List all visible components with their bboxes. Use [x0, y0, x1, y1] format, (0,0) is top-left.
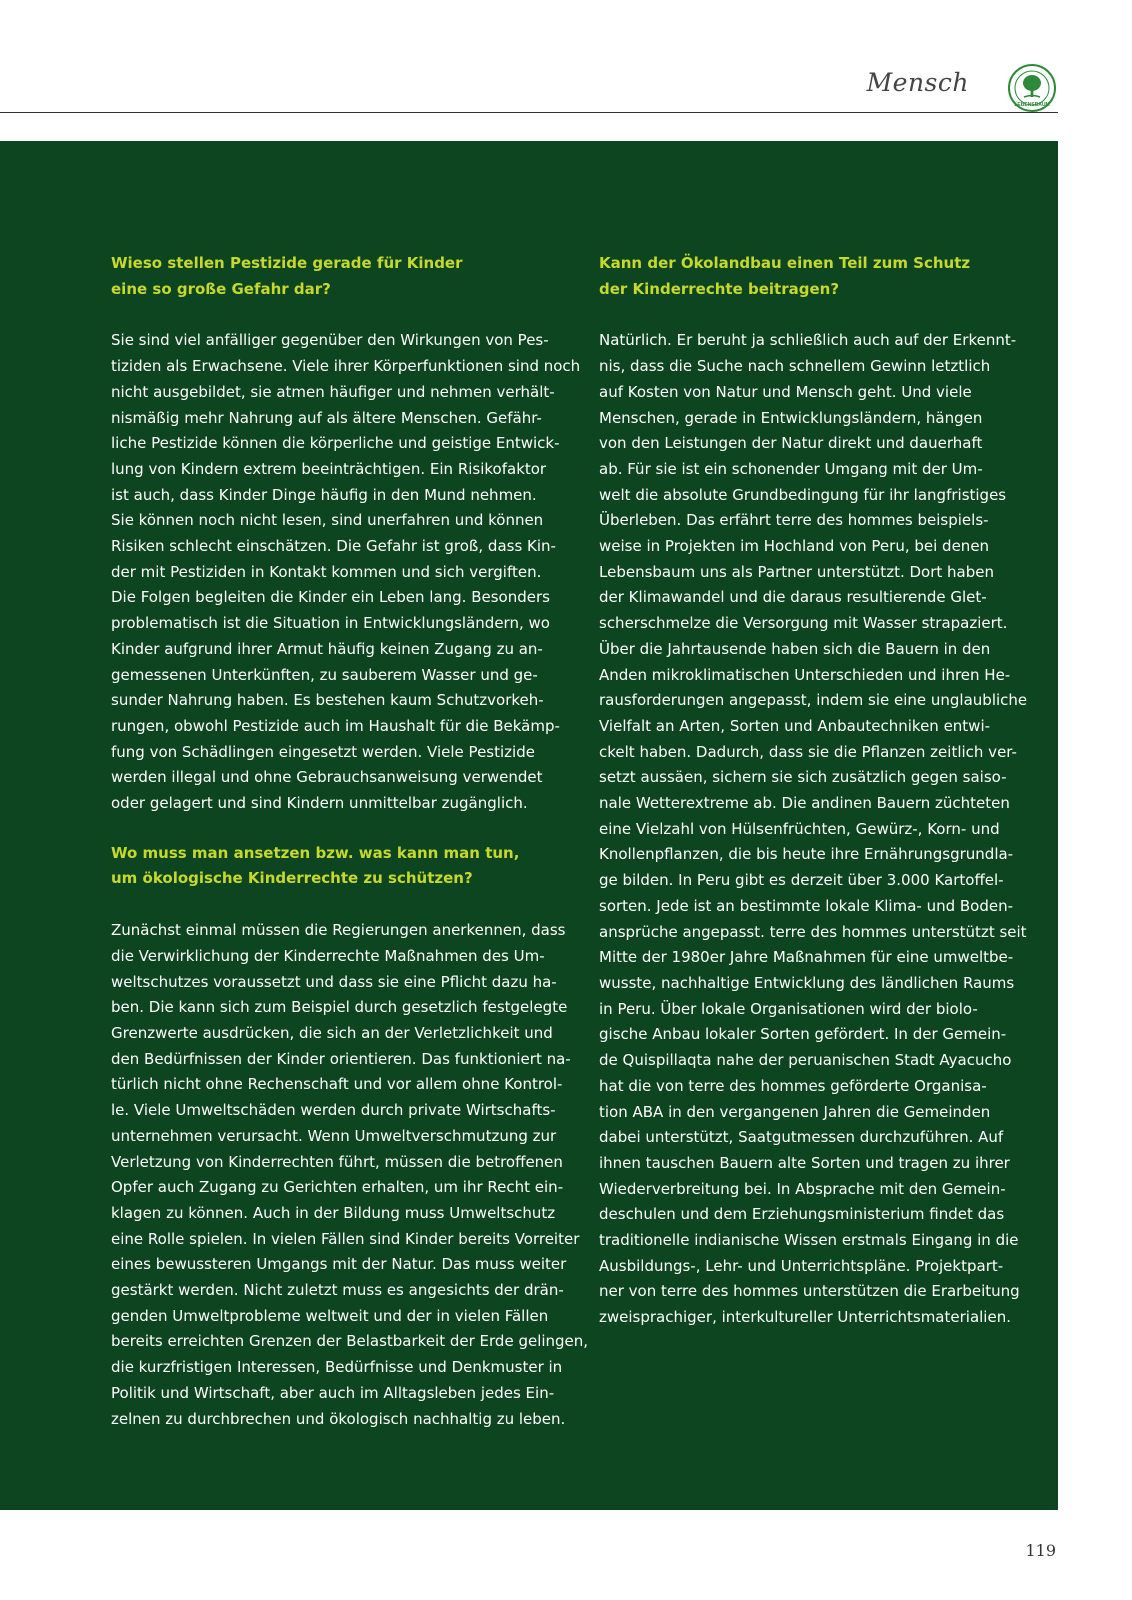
text-line: sorten. Jede ist an bestimmte lokale Klima- und Boden- — [599, 896, 1014, 915]
text-line: der mit Pestiziden in Kontakt kommen und sich vergiften. — [111, 562, 542, 581]
logo-text: LEBENSBAUM — [1014, 102, 1050, 108]
text-line: lung von Kindern extrem beeinträchtigen. Ein Risikofaktor — [111, 459, 547, 478]
header-divider — [0, 112, 1058, 113]
text-line: Natürlich. Er beruht ja schließlich auch auf der Erkennt- — [599, 331, 1017, 350]
tree-logo-icon — [1008, 64, 1056, 112]
text-line: klagen zu können. Auch in der Bildung muss Umweltschutz — [111, 1203, 556, 1222]
text-line: welt die absolute Grundbedingung für ihr langfristiges — [599, 485, 1007, 504]
text-line: nicht ausgebildet, sie atmen häufiger und nehmen verhält- — [111, 382, 555, 401]
text-line: Opfer auch Zugang zu Gerichten erhalten, um ihr Recht ein- — [111, 1178, 564, 1197]
text-line: nale Wetterextreme ab. Die andinen Bauern züchteten — [599, 794, 1010, 813]
answer-paragraph-1 — [111, 328, 581, 816]
text-line: türlich nicht ohne Rechenschaft und vor allem ohne Kontrol- — [111, 1075, 563, 1094]
question-heading-2 — [111, 841, 569, 892]
text-line: Mitte der 1980er Jahre Maßnahmen für eine umweltbe- — [599, 948, 1014, 967]
text-line: le. Viele Umweltschäden werden durch private Wirtschafts- — [111, 1101, 556, 1120]
text-line: Sie können noch nicht lesen, sind unerfahren und können — [111, 511, 544, 530]
text-line: Über die Jahrtausende haben sich die Bauern in den — [599, 639, 991, 658]
text-line: tiziden als Erwachsene. Viele ihrer Körperfunktionen sind noch — [111, 357, 581, 376]
text-line: in Peru. Über lokale Organisationen wird der biolo- — [599, 999, 978, 1018]
text-line: tion ABA in den vergangenen Jahren die Gemeinden — [599, 1102, 991, 1121]
answer-paragraph-3 — [599, 328, 1028, 1330]
question-heading-1 — [111, 251, 569, 302]
text-line: gestärkt werden. Nicht zuletzt muss es angesichts der drän- — [111, 1281, 564, 1300]
text-line: nismäßig mehr Nahrung auf als ältere Menschen. Gefähr- — [111, 408, 542, 427]
text-line: eine Vielzahl von Hülsenfrüchten, Gewürz-, Korn- und — [599, 819, 1000, 838]
text-line: ben. Die kann sich zum Beispiel durch gesetzlich festgelegte — [111, 998, 568, 1017]
text-line: den Bedürfnissen der Kinder orientieren. Das funktioniert na- — [111, 1049, 571, 1068]
text-line: gische Anbau lokaler Sorten gefördert. In der Gemein- — [599, 1025, 1007, 1044]
text-line: hat die von terre des hommes geförderte Organisa- — [599, 1076, 987, 1095]
left-column — [111, 251, 589, 1432]
text-line: Kinder aufgrund ihrer Armut häufig keinen Zugang zu an- — [111, 639, 543, 658]
text-line: der Kinderrechte beitragen? — [599, 279, 840, 298]
text-line: Vielfalt an Arten, Sorten und Anbautechniken entwi- — [599, 716, 991, 735]
text-line: der Klimawandel und die daraus resultierende Glet- — [599, 588, 987, 607]
text-line: nis, dass die Suche nach schnellem Gewinn letztlich — [599, 357, 991, 376]
text-line: eines bewussteren Umgangs mit der Natur. Das muss weiter — [111, 1255, 567, 1274]
text-line: ihnen tauschen Bauern alte Sorten und tragen zu ihrer — [599, 1153, 1010, 1172]
text-line: gemessenen Unterkünften, zu sauberem Wasser und ge- — [111, 665, 538, 684]
text-line: auf Kosten von Natur und Mensch geht. Und viele — [599, 382, 972, 401]
text-line: Wo muss man ansetzen bzw. was kann man tun, — [111, 843, 520, 862]
text-line: dabei unterstützt, Saatgutmessen durchzuführen. Auf — [599, 1128, 1004, 1147]
text-line: oder gelagert und sind Kindern unmittelbar zugänglich. — [111, 794, 528, 813]
right-column — [599, 251, 1028, 1331]
text-line: ansprüche angepasst. terre des hommes unterstützt seit — [599, 922, 1027, 941]
text-line: setzt aussäen, sichern sie sich zusätzlich gegen saiso- — [599, 768, 1007, 787]
text-line: die Verwirklichung der Kinderrechte Maßnahmen des Um- — [111, 946, 545, 965]
text-line: Anden mikroklimatischen Unterschieden und ihren He- — [599, 665, 1011, 684]
text-line: rausforderungen angepasst, indem sie eine unglaubliche — [599, 691, 1028, 710]
text-line: Überleben. Das erfährt terre des hommes beispiels- — [599, 511, 989, 530]
text-line: ge bilden. In Peru gibt es derzeit über 3.000 Kartoffel- — [599, 871, 1004, 890]
text-line: ner von terre des hommes unterstützen die Erarbeitung — [599, 1282, 1020, 1301]
text-line: Sie sind viel anfälliger gegenüber den Wirkungen von Pes- — [111, 331, 549, 350]
text-line: ckelt haben. Dadurch, dass sie die Pflanzen zeitlich ver- — [599, 742, 1017, 761]
text-line: eine Rolle spielen. In vielen Fällen sind Kinder bereits Vorreiter — [111, 1229, 580, 1248]
text-line: ist auch, dass Kinder Dinge häufig in den Mund nehmen. — [111, 485, 537, 504]
text-line: traditionelle indianische Wissen erstmals Eingang in die — [599, 1231, 1019, 1250]
page-number: 119 — [1025, 1541, 1056, 1560]
text-line: Wieso stellen Pestizide gerade für Kinder — [111, 254, 463, 272]
text-line: zweisprachiger, interkultureller Unterrichtsmaterialien. — [599, 1308, 1011, 1327]
text-line: wusste, nachhaltige Entwicklung des ländlichen Raums — [599, 973, 1015, 992]
text-line: scherschmelze die Versorgung mit Wasser strapaziert. — [599, 614, 1008, 633]
text-line: Wiederverbreitung bei. In Absprache mit den Gemein- — [599, 1179, 1006, 1198]
text-line: fung von Schädlingen eingesetzt werden. Viele Pestizide — [111, 742, 535, 761]
text-line: eine so große Gefahr dar? — [111, 279, 331, 298]
text-line: genden Umweltprobleme weltweit und der in vielen Fällen — [111, 1306, 549, 1325]
text-line: um ökologische Kinderrechte zu schützen? — [111, 869, 473, 888]
text-line: weltschutzes voraussetzt und dass sie eine Pflicht dazu ha- — [111, 972, 557, 991]
text-line: von den Leistungen der Natur direkt und dauerhaft — [599, 434, 983, 453]
text-line: werden illegal und ohne Gebrauchsanweisung verwendet — [111, 768, 543, 787]
text-line: Die Folgen begleiten die Kinder ein Leben lang. Besonders — [111, 588, 550, 607]
text-line: Zunächst einmal müssen die Regierungen anerkennen, dass — [111, 921, 566, 940]
text-line: die kurzfristigen Interessen, Bedürfnisse und Denkmuster in — [111, 1358, 563, 1377]
text-line: Lebensbaum uns als Partner unterstützt. Dort haben — [599, 562, 994, 581]
text-line: bereits erreichten Grenzen der Belastbarkeit der Erde gelingen, — [111, 1332, 589, 1351]
text-line: zelnen zu durchbrechen und ökologisch nachhaltig zu leben. — [111, 1409, 566, 1428]
text-line: weise in Projekten im Hochland von Peru, bei denen — [599, 537, 990, 556]
answer-paragraph-2 — [111, 918, 589, 1432]
text-line: unternehmen verursacht. Wenn Umweltverschmutzung zur — [111, 1126, 557, 1145]
text-line: Knollenpflanzen, die bis heute ihre Ernährungsgrundla- — [599, 845, 1014, 864]
text-line: rungen, obwohl Pestizide auch im Haushalt für die Bekämp- — [111, 716, 560, 735]
text-line: Risiken schlecht einschätzen. Die Gefahr ist groß, dass Kin- — [111, 537, 556, 556]
text-line: de Quispillaqta nahe der peruanischen Stadt Ayacucho — [599, 1051, 1012, 1070]
text-line: Politik und Wirtschaft, aber auch im Alltagsleben jedes Ein- — [111, 1383, 555, 1402]
text-line: deschulen und dem Erziehungsministerium findet das — [599, 1205, 1005, 1224]
text-line: ab. Für sie ist ein schonender Umgang mit der Um- — [599, 459, 983, 478]
text-line: Verletzung von Kinderrechten führt, müssen die betroffenen — [111, 1152, 563, 1171]
text-line: Ausbildungs-, Lehr- und Unterrichtspläne. Projektpart- — [599, 1256, 1004, 1275]
text-line: Grenzwerte ausdrücken, die sich an der Verletzlichkeit und — [111, 1023, 553, 1042]
text-line: sunder Nahrung haben. Es bestehen kaum Schutzvorkeh- — [111, 691, 544, 710]
text-line: liche Pestizide können die körperliche und geistige Entwick- — [111, 434, 560, 453]
text-line: Kann der Ökolandbau einen Teil zum Schutz — [599, 254, 971, 272]
text-line: problematisch ist die Situation in Entwicklungsländern, wo — [111, 614, 550, 633]
section-title: Mensch — [866, 68, 969, 97]
text-line: Menschen, gerade in Entwicklungsländern, hängen — [599, 408, 983, 427]
question-heading-3 — [599, 251, 1024, 302]
